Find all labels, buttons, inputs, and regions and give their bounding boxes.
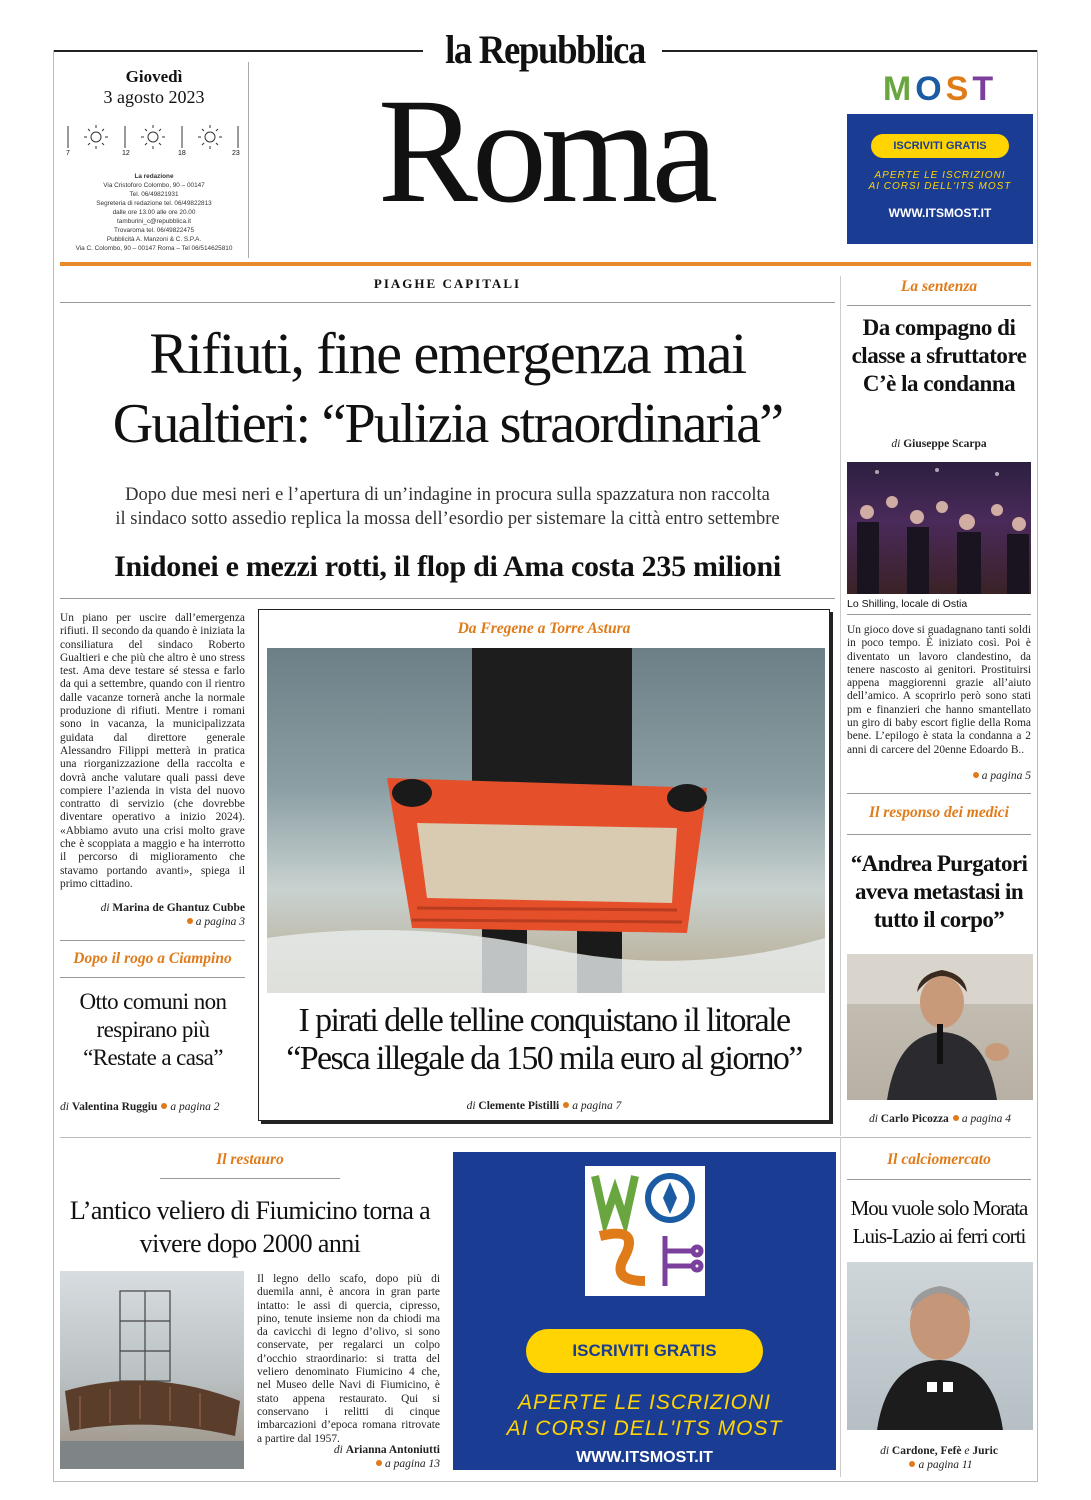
temp-1: 7 — [66, 150, 70, 157]
sun-icon — [198, 125, 222, 149]
temp-2: 12 — [122, 150, 130, 157]
ad-top-signup-button[interactable]: ISCRIVITI GRATIS — [871, 134, 1008, 158]
sun-icon — [141, 125, 165, 149]
temp-4: 23 — [232, 150, 240, 157]
calciomercato-photo — [847, 1262, 1033, 1430]
edition-title: Roma — [377, 68, 713, 234]
calciomercato-title[interactable]: Mou vuole solo Morata Luis-Lazio ai ferri corti — [850, 1196, 1028, 1248]
section-label: PIAGHE CAPITALI — [373, 276, 522, 291]
ad-bottom[interactable] — [453, 1152, 836, 1470]
telline-byline: di Clemente Pistilli a pagina 7 — [466, 1100, 622, 1112]
restauro-kicker: Il restauro — [216, 1151, 284, 1168]
ad-bottom-signup-button[interactable]: ISCRIVITI GRATIS — [526, 1329, 762, 1373]
main-page-ref[interactable]: a pagina 3 — [60, 916, 245, 928]
weather-strip — [64, 122, 242, 158]
sentenza-photo — [847, 462, 1031, 594]
calciomercato-byline: di Cardone, Fefè e Juric — [880, 1445, 998, 1457]
coach-illustration — [847, 1262, 1033, 1430]
redazione-info: La redazione Via Cristoforo Colombo, 90 – 00147 Tel. 06/49821931 Segreteria di redazione tel. 06/49822813 dalle ore 13.00 alle ore 20.00 tamburini_c@repubblica.it Trovaroma tel. 06/49822475 Pubblicità A. Manzoni & C. S.P.A. Via C. Colombo, 90 – 00147 Roma – Tel 06/514625810 — [75, 173, 233, 252]
date-box — [60, 62, 249, 258]
ship-illustration — [60, 1271, 244, 1469]
restauro-page-ref[interactable]: a pagina 13 — [257, 1458, 440, 1470]
ad-bottom-url[interactable]: WWW.ITSMOST.IT — [576, 1449, 713, 1466]
main-byline: di Marina de Ghantuz Cubbe — [100, 902, 245, 914]
ad-top-line1: APERTE LE ISCRIZIONI — [874, 170, 1006, 181]
telline-box[interactable] — [258, 609, 830, 1121]
main-headline-1: Rifiuti, fine emergenza mai — [149, 321, 746, 386]
temp-3: 18 — [178, 150, 186, 157]
weather-icons — [64, 122, 242, 158]
ad-top-line2: AI CORSI DELL'ITS MOST — [868, 181, 1012, 192]
date: 3 agosto 2023 — [103, 87, 205, 107]
telline-kicker: Da Fregene a Torre Astura — [457, 620, 631, 637]
sentenza-body: Un gioco dove si guadagnano tanti soldi in poco tempo. È iniziato così. Poi è diventato un lavoro clandestino, da tenere nascosto ai genitori. Prostituirsi appena maggiorenni grazie all’aiuto dell’amico. A scoprirlo però sono stati pm e finanzieri che hanno smantellato un giro di baby escort figlie della Roma bene. L’epilogo è stata la condanna a 2 anni di carcere del 20enne Edoardo B.. — [847, 624, 1031, 756]
ad-top-url[interactable]: WWW.ITSMOST.IT — [888, 206, 992, 220]
restauro-title[interactable]: L’antico veliero di Fiumicino torna a vivere dopo 2000 anni — [69, 1196, 431, 1258]
ad-bottom-line2: AI CORSI DELL'ITS MOST — [506, 1417, 783, 1440]
most-logo — [847, 64, 1033, 114]
telline-photo — [267, 648, 825, 993]
medici-title[interactable]: “Andrea Purgatori aveva metastasi in tutto il corpo” — [850, 851, 1028, 932]
day: Giovedì — [125, 67, 183, 86]
restauro-body: Il legno dello scafo, dopo più di duemila anni, è ancora in gran parte intatto: le assi di quercia, cipresso, pino, tenute insieme non da chiodi ma da cavicchi di legno d’olivo, si sono conservate, per regalarci un colpo d’occhio straordinario: si tratta del veliero denominato Fiumicino 4 che, nel Museo delle Navi di Fiumicino, è stato appena restaurato. Qui si conservano i relitti di cinque imbarcazioni d’epoca romana ritrovate a partire dal 1957. — [257, 1273, 440, 1445]
sentenza-kicker: La sentenza — [900, 278, 978, 295]
calciomercato-kicker: Il calciomercato — [887, 1151, 991, 1168]
medici-photo — [847, 954, 1033, 1100]
most-logo-text: MOST — [882, 69, 998, 108]
ciampino-byline: di Valentina Ruggiu a pagina 2 — [60, 1101, 220, 1113]
most-logo-icon — [585, 1166, 705, 1296]
medici-byline: di Carlo Picozza a pagina 4 — [868, 1113, 1012, 1125]
sun-icon — [84, 125, 108, 149]
calciomercato-page-ref[interactable]: a pagina 11 — [847, 1459, 1031, 1471]
medici-kicker: Il responso dei medici — [869, 804, 1009, 821]
fisherman-illustration — [267, 648, 825, 993]
restauro-byline: di Arianna Antoniutti — [333, 1444, 440, 1456]
main-subhead: Inidonei e mezzi rotti, il flop di Ama costa 235 milioni — [114, 550, 781, 583]
main-deck-2: il sindaco sotto assedio replica la mossa dell’esordio per sistemare la città entro settembre — [115, 509, 780, 529]
restauro-photo — [60, 1271, 244, 1469]
sentenza-byline: di Giuseppe Scarpa — [891, 438, 987, 450]
newspaper-name: la Repubblica — [445, 27, 645, 72]
main-headline-2: Gualtieri: “Pulizia straordinaria” — [112, 393, 783, 455]
telline-headline-2[interactable]: “Pesca illegale da 150 mila euro al giorno” — [286, 1040, 802, 1077]
ciampino-kicker: Dopo il rogo a Ciampino — [73, 950, 232, 967]
crowd-illustration — [847, 462, 1031, 594]
sentenza-title[interactable]: Da compagno di classe a sfruttatore C’è la condanna — [851, 315, 1027, 396]
telline-headline-1[interactable]: I pirati delle telline conquistano il litorale — [298, 1002, 790, 1039]
ciampino-title[interactable]: Otto comuni non respirano più “Restate a casa” — [79, 989, 227, 1070]
ad-bottom-line1: APERTE LE ISCRIZIONI — [518, 1391, 771, 1414]
sentenza-caption: Lo Shilling, locale di Ostia — [847, 598, 968, 610]
speaker-illustration — [847, 954, 1033, 1100]
sentenza-page-ref[interactable]: a pagina 5 — [847, 770, 1031, 782]
main-deck-1: Dopo due mesi neri e l’apertura di un’indagine in procura sulla spazzatura non raccolta — [125, 485, 770, 505]
main-body: Un piano per uscire dall’emergenza rifiuti. Il secondo da quando è iniziata la consiliatura del sindaco Roberto Gualtieri e che più che altro è uno stress test. Ama deve testare sé stessa e farlo da qui a settembre, quando con il rientro dalle vacanze tornerà anche la normale produzione di rifiuti. Mentre i romani sono in vacanza, la municipalizzata guidata dal direttore generale Alessandro Filippi metterà in pratica una riorganizzazione della raccolta e dovrà anche valutare quali passi deve compiere l’azienda in vista del nuovo contratto di servizio (che dovrebbe diventare operativo a inizio 2024). «Abbiamo avuto una crisi molto grave che è scoppiata a maggio e ha interrotto il percorso di miglioramento che stavamo portando avanti», spiega il primo cittadino. — [60, 612, 245, 890]
ad-bottom-logo-text — [453, 1300, 836, 1301]
ad-top[interactable] — [847, 64, 1033, 244]
